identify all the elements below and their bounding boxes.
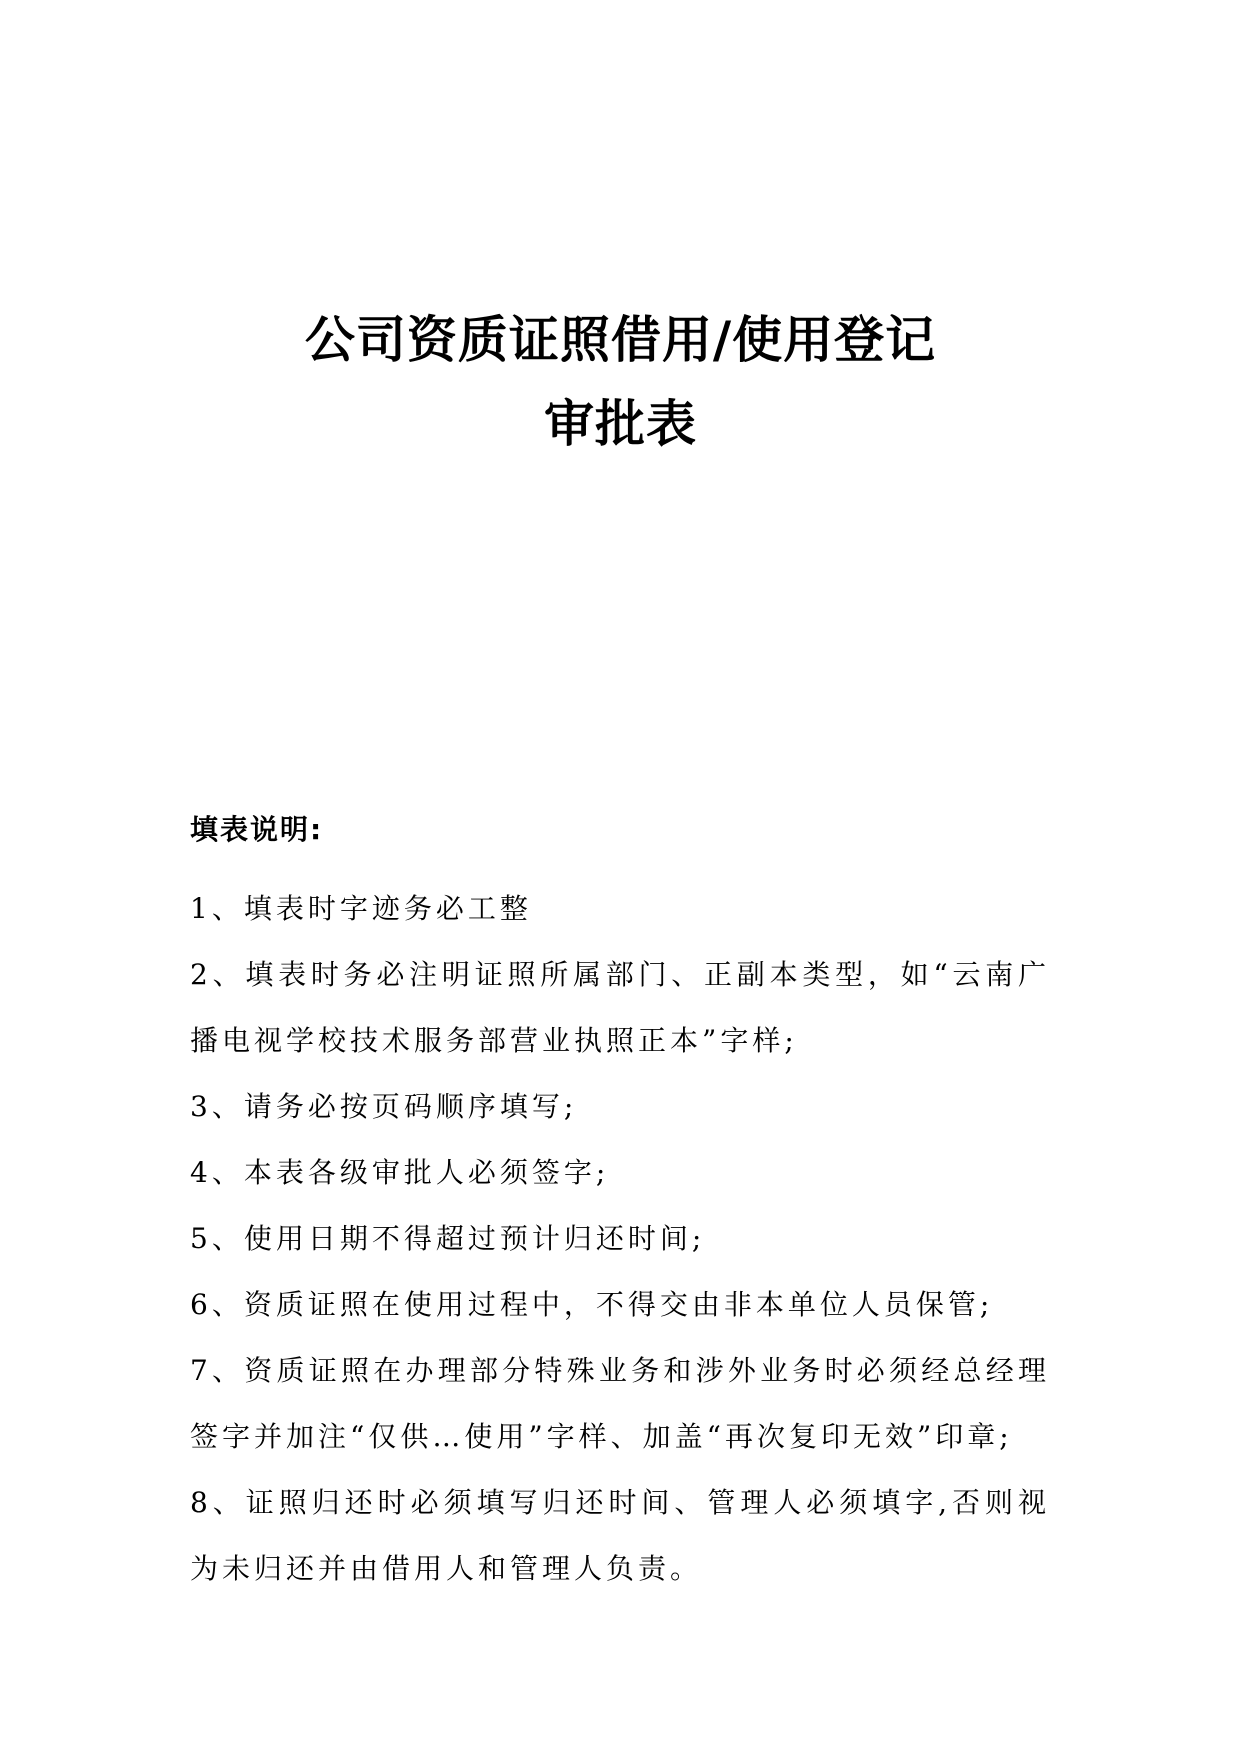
instructions-heading: 填表说明: [190,813,324,846]
document-title: 公司资质证照借用/使用登记 [304,311,937,369]
instructions-section [190,810,1050,1602]
instruction-item-6: 6、资质证照在使用过程中，不得交由非本单位人员保管; [190,1288,994,1321]
instruction-item-4: 4、本表各级审批人必须签字; [190,1156,610,1189]
title-block [0,298,1241,466]
instruction-item-7: 7、资质证照在办理部分特殊业务和涉外业务时必须经总经理签字并加注“仅供…使用”字样、加盖“再次复印无效”印章; [190,1354,1050,1453]
instruction-item-8: 8、证照归还时必须填写归还时间、管理人必须填字,否则视为未归还并由借用人和管理人负责。 [190,1486,1050,1585]
document-subtitle: 审批表 [544,395,697,453]
instructions-list [190,876,1050,1602]
instruction-item-5: 5、使用日期不得超过预计归还时间; [190,1222,706,1255]
instruction-item-1: 1、填表时字迹务必工整 [190,892,532,925]
instruction-item-2: 2、填表时务必注明证照所属部门、正副本类型，如“云南广播电视学校技术服务部营业执照正本”字样; [190,958,1050,1057]
instruction-item-3: 3、请务必按页码顺序填写; [190,1090,578,1123]
